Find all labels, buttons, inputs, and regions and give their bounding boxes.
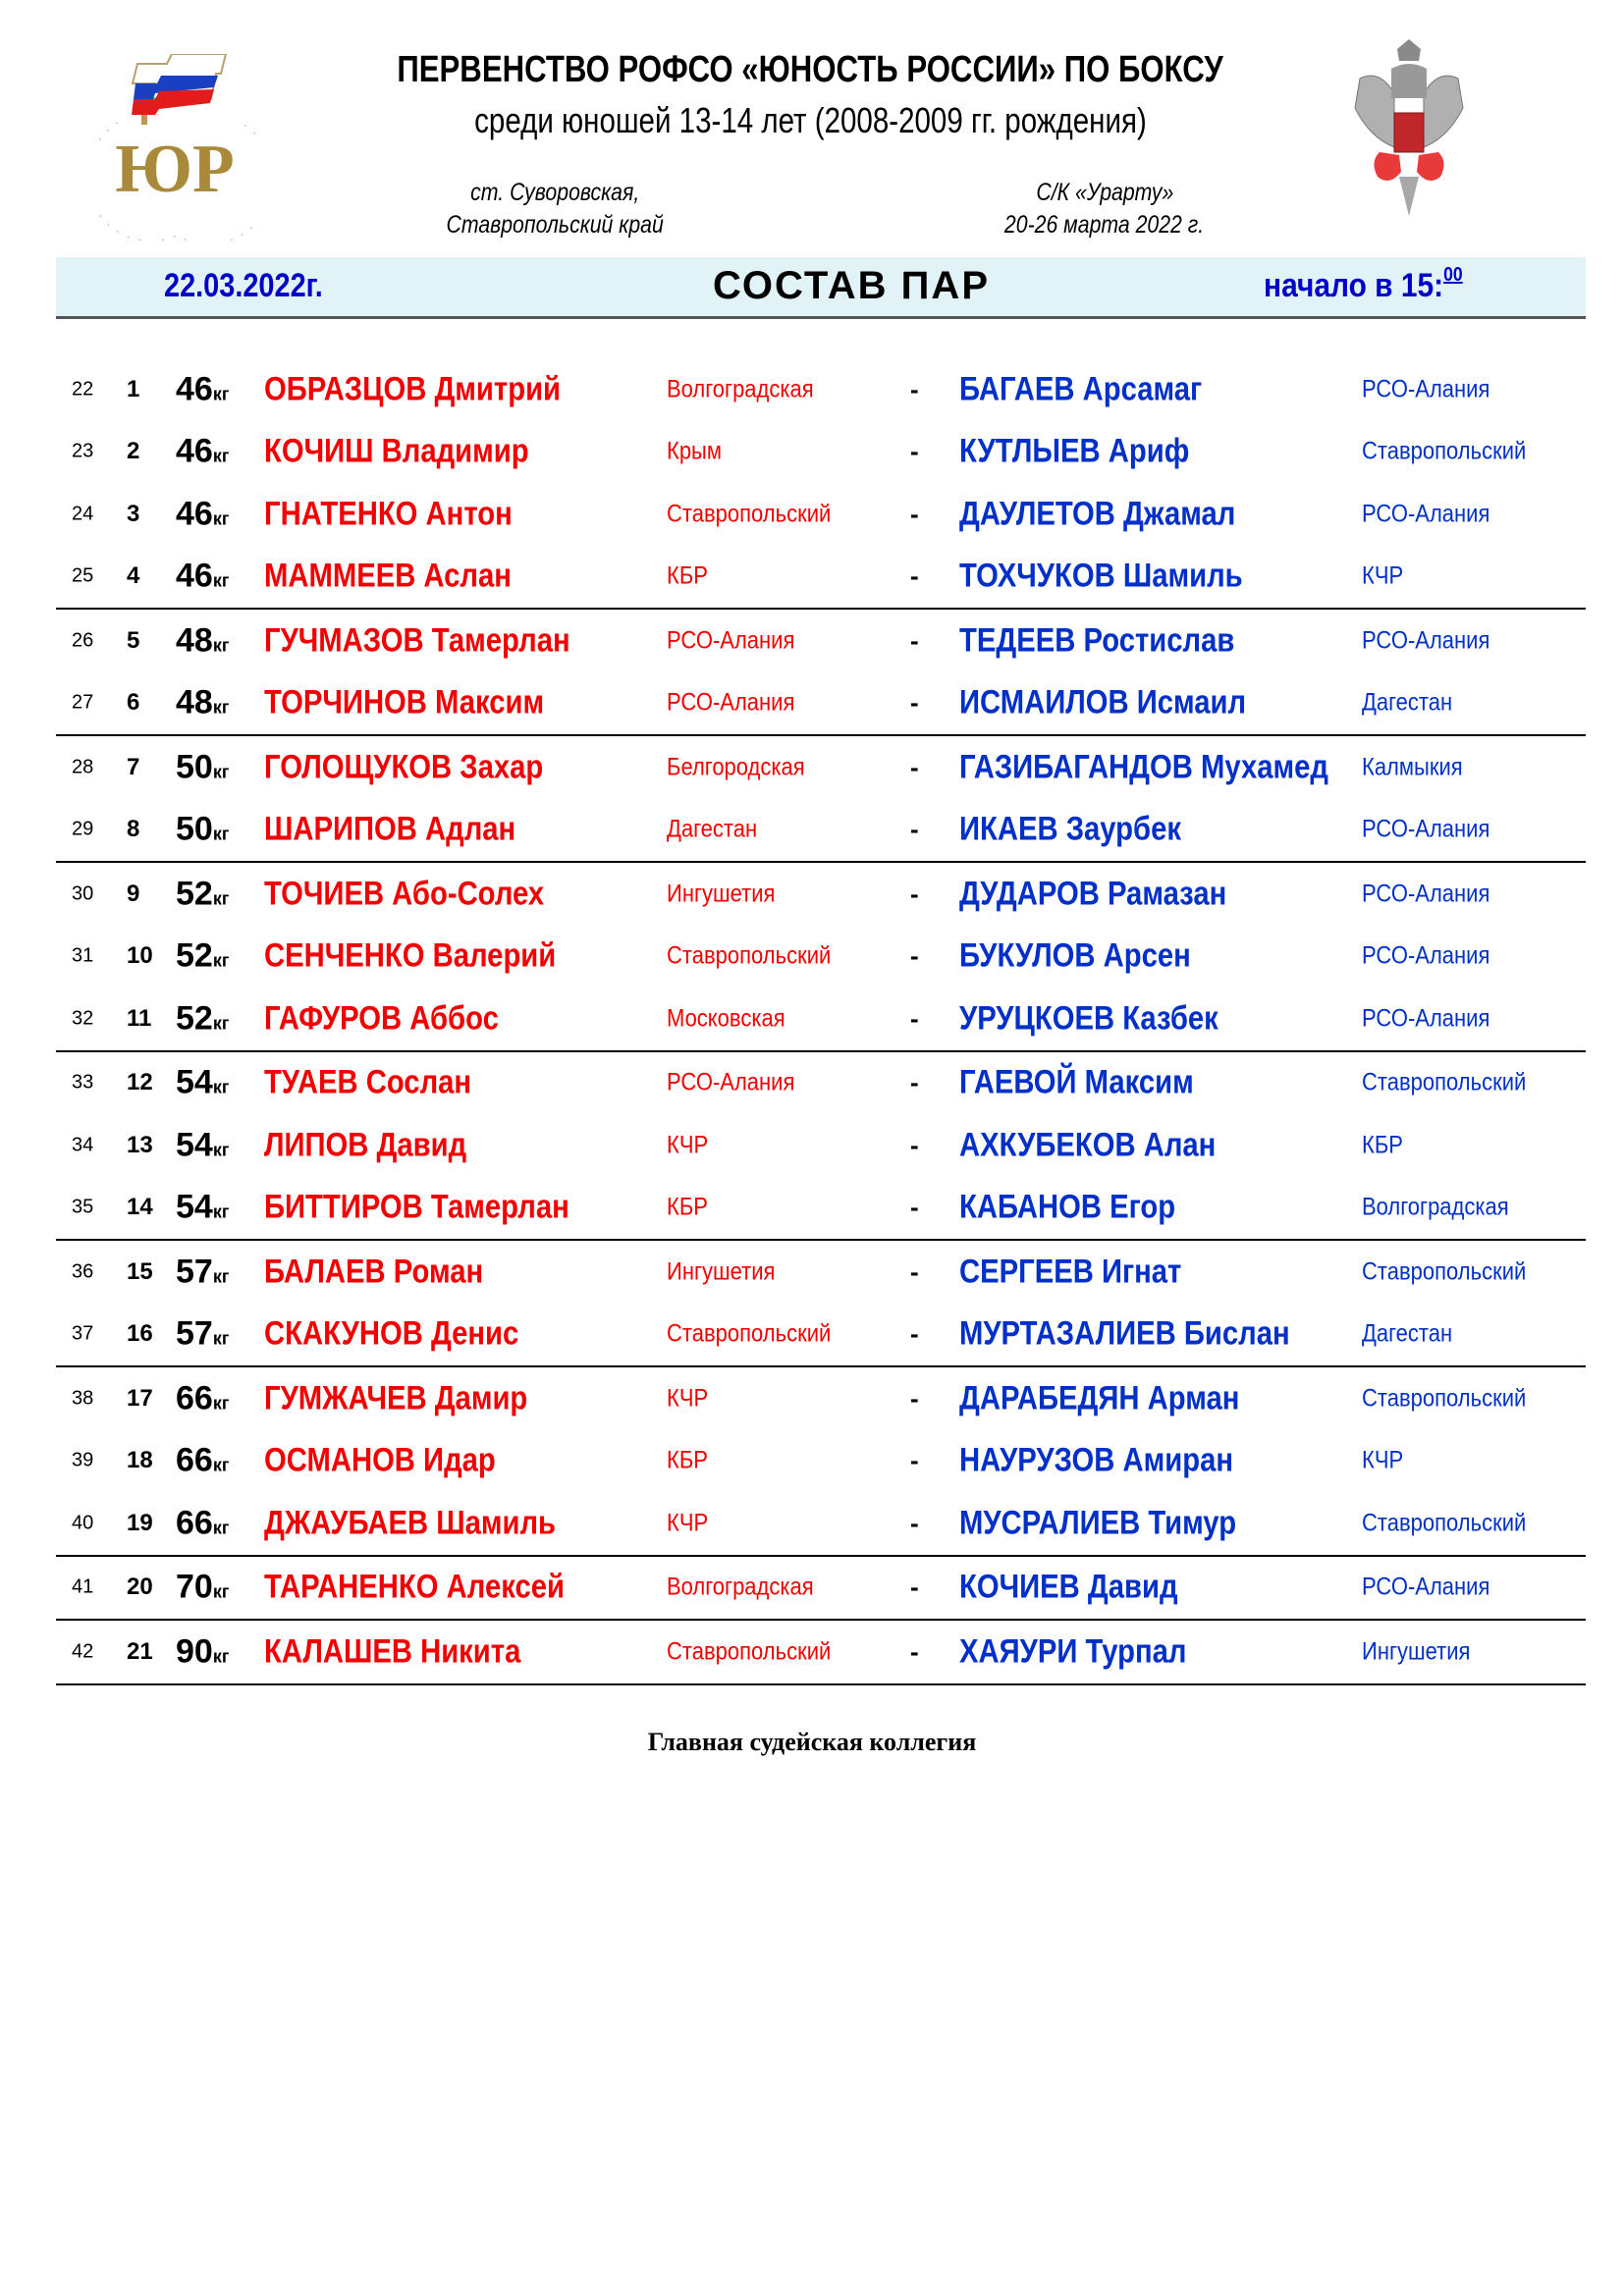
versus-dash: - (910, 436, 919, 466)
pair-row (56, 672, 1586, 737)
bout-index: 27 (72, 691, 94, 714)
pair-number: 13 (127, 1131, 153, 1158)
weight-value: 66 (176, 1441, 213, 1479)
weight-unit: кг (212, 1646, 230, 1667)
weight-class (176, 558, 229, 596)
red-corner-region: КБР (667, 1446, 708, 1474)
weight-value: 70 (176, 1568, 213, 1606)
weight-class (176, 370, 229, 408)
bout-index: 29 (72, 818, 94, 840)
weight-unit: кг (212, 888, 230, 909)
bout-index: 40 (72, 1512, 94, 1534)
weight-unit: кг (212, 1518, 230, 1538)
pair-number: 17 (127, 1384, 153, 1412)
pair-row (56, 358, 1586, 421)
weight-class (176, 1632, 229, 1671)
boxing-federation-emblem (1350, 39, 1468, 226)
weight-class (176, 1126, 229, 1164)
red-corner-name: БАЛАЕВ Роман (264, 1253, 484, 1291)
blue-corner-name: УРУЦКОЕВ Казбек (959, 999, 1218, 1038)
weight-value: 48 (176, 621, 213, 660)
versus-dash: - (910, 1003, 919, 1034)
championship-title: ПЕРВЕНСТВО РОФСО «ЮНОСТЬ РОССИИ» ПО БОКСУ (397, 49, 1223, 90)
blue-corner-name: КАБАНОВ Егор (959, 1188, 1176, 1226)
red-corner-name: ШАРИПОВ Адлан (264, 810, 516, 848)
weight-class (176, 937, 229, 976)
blue-corner-region: РСО-Алания (1362, 941, 1490, 970)
pair-number: 8 (127, 816, 140, 843)
pair-number: 21 (127, 1637, 153, 1665)
versus-dash: - (910, 1383, 919, 1414)
pair-row (56, 1241, 1586, 1304)
weight-value: 54 (176, 1188, 213, 1226)
weight-value: 52 (176, 875, 213, 913)
blue-corner-region: Калмыкия (1362, 753, 1463, 781)
red-corner-region: Крым (667, 437, 722, 465)
weight-unit: кг (212, 1077, 230, 1097)
pair-number: 5 (127, 626, 140, 654)
weight-unit: кг (212, 570, 230, 591)
championship-subtitle: среди юношей 13-14 лет (2008-2009 гг. рождения) (473, 100, 1147, 140)
blue-corner-name: ТОХЧУКОВ Шамиль (959, 557, 1243, 595)
pair-number: 12 (127, 1069, 153, 1096)
versus-dash: - (910, 879, 919, 909)
bout-index: 26 (72, 629, 94, 652)
pair-number: 6 (127, 689, 140, 717)
versus-dash: - (910, 1067, 919, 1097)
weight-value: 46 (176, 370, 213, 408)
weight-class (176, 1504, 229, 1542)
blue-corner-region: РСО-Алания (1362, 1573, 1490, 1601)
weight-value: 57 (176, 1253, 213, 1291)
weight-unit: кг (212, 446, 230, 466)
pair-number: 14 (127, 1194, 153, 1221)
blue-corner-region: Ставропольский (1362, 1509, 1527, 1537)
bout-index: 37 (72, 1322, 94, 1345)
red-corner-region: Московская (667, 1004, 785, 1033)
weight-class (176, 999, 229, 1038)
pair-number: 3 (127, 500, 140, 527)
weight-class (176, 1315, 229, 1354)
versus-dash: - (910, 499, 919, 529)
versus-dash: - (910, 1572, 919, 1602)
pair-number: 10 (127, 942, 153, 970)
blue-corner-region: КЧР (1362, 1446, 1404, 1474)
weight-value: 57 (176, 1314, 213, 1353)
weight-value: 50 (176, 810, 213, 848)
red-corner-name: ТОРЧИНОВ Максим (264, 683, 545, 721)
bout-index: 24 (72, 503, 94, 525)
weight-value: 90 (176, 1632, 213, 1671)
pair-number: 7 (127, 753, 140, 780)
weight-unit: кг (212, 1328, 230, 1349)
red-corner-name: КОЧИШ Владимир (264, 432, 529, 470)
weight-value: 54 (176, 1063, 213, 1101)
versus-dash: - (910, 752, 919, 782)
blue-corner-name: КУТЛЫЕВ Ариф (959, 432, 1190, 470)
pair-row (56, 1177, 1586, 1242)
weight-class (176, 1253, 229, 1291)
weight-unit: кг (212, 824, 230, 844)
blue-corner-region: КЧР (1362, 561, 1404, 590)
blue-corner-region: Волгоградская (1362, 1193, 1509, 1221)
weight-unit: кг (212, 762, 230, 782)
red-corner-name: ДЖАУБАЕВ Шамиль (264, 1504, 557, 1542)
red-corner-region: РСО-Алания (667, 626, 795, 655)
pair-row (56, 988, 1586, 1052)
bout-index: 32 (72, 1007, 94, 1030)
weight-class (176, 811, 229, 849)
weight-unit: кг (212, 950, 230, 971)
blue-corner-name: НАУРУЗОВ Амиран (959, 1441, 1234, 1479)
bout-index: 41 (72, 1575, 94, 1598)
yunost-rossii-logo (98, 54, 255, 240)
bout-index: 35 (72, 1196, 94, 1218)
weight-value: 66 (176, 1379, 213, 1417)
red-corner-name: ГНАТЕНКО Антон (264, 495, 513, 533)
red-corner-name: СЕНЧЕНКО Валерий (264, 936, 557, 975)
pair-row (56, 1367, 1586, 1430)
pair-row (56, 421, 1586, 484)
weight-class (176, 684, 229, 722)
weight-value: 52 (176, 936, 213, 975)
weight-unit: кг (212, 1201, 230, 1222)
start-time (1264, 263, 1463, 305)
red-corner-name: БИТТИРОВ Тамерлан (264, 1188, 569, 1226)
weight-class (176, 621, 229, 660)
weight-unit: кг (212, 1140, 230, 1160)
red-corner-name: ГУМЖАЧЕВ Дамир (264, 1379, 528, 1417)
pair-row (56, 1304, 1586, 1368)
blue-corner-name: СЕРГЕЕВ Игнат (959, 1253, 1182, 1291)
versus-dash: - (910, 687, 919, 718)
blue-corner-region: РСО-Алания (1362, 500, 1490, 528)
weight-unit: кг (212, 635, 230, 656)
weight-class (176, 748, 229, 786)
blue-corner-region: РСО-Алания (1362, 880, 1490, 908)
red-corner-region: Белгородская (667, 753, 805, 781)
venue (943, 177, 1267, 241)
blue-corner-region: РСО-Алания (1362, 815, 1490, 843)
red-corner-name: ГАФУРОВ Аббос (264, 999, 499, 1038)
blue-corner-name: БУКУЛОВ Арсен (959, 936, 1191, 975)
blue-corner-name: БАГАЕВ Арсамаг (959, 370, 1203, 408)
blue-corner-region: РСО-Алания (1362, 1004, 1490, 1033)
blue-corner-region: Ингушетия (1362, 1637, 1471, 1666)
versus-dash: - (910, 1636, 919, 1667)
pair-number: 16 (127, 1320, 153, 1348)
location (393, 177, 717, 241)
red-corner-region: Волгоградская (667, 1573, 814, 1601)
bout-index: 28 (72, 756, 94, 778)
blue-corner-region: РСО-Алания (1362, 375, 1490, 403)
versus-dash: - (910, 940, 919, 971)
red-corner-region: РСО-Алания (667, 1068, 795, 1096)
pair-number: 4 (127, 562, 140, 590)
pair-row (56, 863, 1586, 926)
blue-corner-region: КБР (1362, 1131, 1403, 1159)
pair-number: 11 (127, 1004, 152, 1032)
bout-index: 34 (72, 1134, 94, 1156)
blue-corner-region: Дагестан (1362, 688, 1453, 717)
versus-dash: - (910, 1318, 919, 1349)
pair-row (56, 483, 1586, 546)
blue-corner-name: ДАУЛЕТОВ Джамал (959, 495, 1236, 533)
weight-class (176, 495, 229, 533)
weight-value: 54 (176, 1126, 213, 1164)
blue-corner-name: КОЧИЕВ Давид (959, 1568, 1178, 1606)
red-corner-name: ТУАЕВ Сослан (264, 1063, 472, 1101)
pair-number: 20 (127, 1574, 153, 1601)
red-corner-region: КЧР (667, 1131, 709, 1159)
weight-value: 48 (176, 683, 213, 721)
blue-corner-name: ТЕДЕЕВ Ростислав (959, 621, 1235, 660)
blue-corner-region: Ставропольский (1362, 1068, 1527, 1096)
red-corner-region: РСО-Алания (667, 688, 795, 717)
pair-row (56, 1492, 1586, 1557)
weight-value: 46 (176, 557, 213, 595)
logo-monogram: ЮР (115, 132, 235, 207)
weight-value: 46 (176, 432, 213, 470)
pair-row (56, 1430, 1586, 1493)
blue-corner-region: Ставропольский (1362, 437, 1527, 465)
red-corner-region: КЧР (667, 1384, 709, 1413)
red-corner-name: ТАРАНЕНКО Алексей (264, 1568, 565, 1606)
blue-corner-name: МУРТАЗАЛИЕВ Бислан (959, 1314, 1290, 1353)
start-label: начало в 15: (1264, 267, 1444, 304)
bout-index: 36 (72, 1260, 94, 1283)
weight-unit: кг (212, 1455, 230, 1475)
weight-unit: кг (212, 384, 230, 404)
bout-index: 33 (72, 1071, 94, 1094)
bout-index: 30 (72, 882, 94, 905)
red-corner-name: ТОЧИЕВ Або-Солех (264, 875, 545, 913)
blue-corner-name: ГАЗИБАГАНДОВ Мухамед (959, 748, 1328, 786)
chief-judges-signature: Главная судейская коллегия (647, 1728, 977, 1756)
weight-value: 50 (176, 748, 213, 786)
red-corner-name: ГОЛОЩУКОВ Захар (264, 748, 544, 786)
pairs-table (56, 358, 1586, 1685)
pair-row (56, 1557, 1586, 1622)
blue-corner-region: Ставропольский (1362, 1384, 1527, 1413)
versus-dash: - (910, 374, 919, 404)
versus-dash: - (910, 1130, 919, 1160)
bout-index: 39 (72, 1449, 94, 1471)
pair-row (56, 1621, 1586, 1685)
bout-index: 42 (72, 1640, 94, 1663)
weight-class (176, 1569, 229, 1607)
pair-row (56, 926, 1586, 988)
weight-unit: кг (212, 1393, 230, 1414)
versus-dash: - (910, 625, 919, 656)
versus-dash: - (910, 1445, 919, 1475)
pair-number: 9 (127, 880, 140, 907)
red-corner-region: КБР (667, 561, 708, 590)
versus-dash: - (910, 1192, 919, 1222)
weight-unit: кг (212, 1581, 230, 1602)
bout-index: 22 (72, 378, 94, 400)
versus-dash: - (910, 1508, 919, 1538)
pair-number: 1 (127, 375, 140, 402)
blue-corner-name: МУСРАЛИЕВ Тимур (959, 1504, 1237, 1542)
schedule-bar (56, 257, 1586, 319)
red-corner-region: КБР (667, 1193, 708, 1221)
blue-corner-name: ГАЕВОЙ Максим (959, 1063, 1194, 1101)
location-line2: Ставропольский край (446, 211, 664, 239)
red-corner-name: СКАКУНОВ Денис (264, 1314, 519, 1353)
pair-row (56, 799, 1586, 864)
weight-unit: кг (212, 508, 230, 529)
blue-corner-name: ХАЯУРИ Турпал (959, 1632, 1187, 1671)
pair-row (56, 546, 1586, 611)
red-corner-name: ОСМАНОВ Идар (264, 1441, 496, 1479)
blue-corner-region: РСО-Алания (1362, 626, 1490, 655)
red-corner-region: Ингушетия (667, 1257, 776, 1286)
bout-index: 31 (72, 944, 94, 967)
red-corner-name: ОБРАЗЦОВ Дмитрий (264, 370, 562, 408)
weight-value: 52 (176, 999, 213, 1038)
red-corner-region: Ставропольский (667, 500, 832, 528)
blue-corner-name: ДАРАБЕДЯН Арман (959, 1379, 1240, 1417)
bout-index: 23 (72, 440, 94, 462)
red-corner-name: МАММЕЕВ Аслан (264, 557, 512, 595)
venue-line1: С/К «Урарту» (1036, 179, 1173, 206)
weight-class (176, 1189, 229, 1227)
red-corner-region: Ставропольский (667, 1637, 832, 1666)
weight-unit: кг (212, 1266, 230, 1287)
red-corner-region: Дагестан (667, 815, 758, 843)
red-corner-name: ГУЧМАЗОВ Тамерлан (264, 621, 570, 660)
blue-corner-name: АХКУБЕКОВ Алан (959, 1126, 1217, 1164)
location-line1: ст. Суворовская, (469, 179, 640, 206)
blue-corner-name: ДУДАРОВ Рамазан (959, 875, 1227, 913)
weight-class (176, 433, 229, 471)
red-corner-name: ЛИПОВ Давид (264, 1126, 467, 1164)
versus-dash: - (910, 561, 919, 591)
red-corner-region: Волгоградская (667, 375, 814, 403)
pair-number: 19 (127, 1509, 153, 1536)
red-corner-region: Ставропольский (667, 1319, 832, 1348)
versus-dash: - (910, 1256, 919, 1287)
weight-value: 46 (176, 495, 213, 533)
weight-unit: кг (212, 697, 230, 718)
weight-class (176, 1379, 229, 1417)
blue-corner-name: ИКАЕВ Заурбек (959, 810, 1182, 848)
weight-unit: кг (212, 1013, 230, 1034)
pair-row (56, 1052, 1586, 1115)
weight-class (176, 1442, 229, 1480)
weight-value: 66 (176, 1504, 213, 1542)
weight-class (176, 875, 229, 913)
venue-line2: 20-26 марта 2022 г. (1004, 211, 1205, 239)
start-minutes: 00 (1443, 263, 1463, 286)
red-corner-region: Ставропольский (667, 941, 832, 970)
versus-dash: - (910, 814, 919, 844)
blue-corner-region: Дагестан (1362, 1319, 1453, 1348)
pair-row (56, 736, 1586, 799)
bout-index: 25 (72, 564, 94, 587)
red-corner-name: КАЛАШЕВ Никита (264, 1632, 521, 1671)
blue-corner-name: ИСМАИЛОВ Исмаил (959, 683, 1247, 721)
pair-row (56, 610, 1586, 672)
pair-row (56, 1114, 1586, 1177)
pair-number: 18 (127, 1447, 153, 1474)
pair-number: 2 (127, 438, 140, 465)
red-corner-region: Ингушетия (667, 880, 776, 908)
blue-corner-region: Ставропольский (1362, 1257, 1527, 1286)
pairs-heading: СОСТАВ ПАР (712, 264, 990, 307)
bout-index: 38 (72, 1387, 94, 1410)
competition-date: 22.03.2022г. (164, 267, 323, 304)
red-corner-region: КЧР (667, 1509, 709, 1537)
weight-class (176, 1064, 229, 1102)
pair-number: 15 (127, 1257, 153, 1285)
